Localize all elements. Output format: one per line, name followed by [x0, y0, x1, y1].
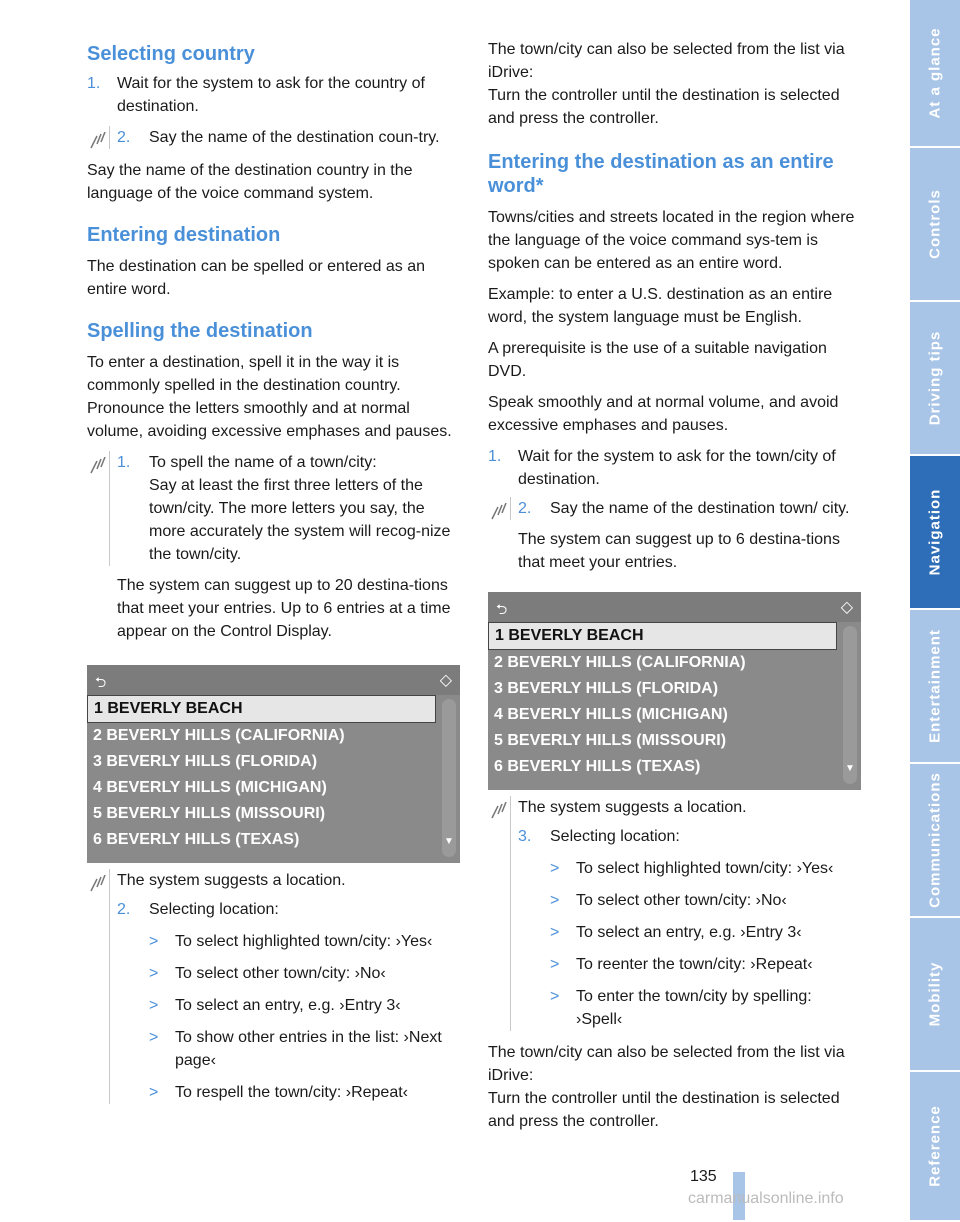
list-item-selected: 1 BEVERLY BEACH — [488, 622, 837, 650]
list-item: 2 BEVERLY HILLS (CALIFORNIA) — [494, 654, 746, 671]
tab-reference[interactable]: Reference — [910, 1072, 960, 1222]
option: > To select other town/city: ›No‹ — [149, 965, 386, 982]
voice-block — [488, 796, 860, 1031]
back-icon: ⮌ — [95, 674, 107, 690]
right-column — [488, 38, 860, 1133]
paragraph: Say the name of the destination country in the language of the voice command system. — [87, 162, 413, 202]
option: > To reenter the town/city: ›Repeat‹ — [550, 956, 813, 973]
tab-entertainment[interactable]: Entertainment — [910, 610, 960, 764]
control-display-screenshot — [87, 665, 460, 863]
paragraph: The town/city can also be selected from the list via iDrive: — [488, 41, 845, 81]
option: > To select highlighted town/city: ›Yes‹ — [149, 933, 433, 950]
step-1 — [87, 72, 459, 118]
suggest-text: The system suggests a location. — [518, 799, 747, 816]
suggest-text: The system suggests a location. — [117, 872, 346, 889]
option-list — [117, 930, 459, 1104]
list-item: 4 BEVERLY HILLS (MICHIGAN) — [494, 706, 728, 723]
paragraph: Speak smoothly and at normal volume, and avoid excessive emphases and pauses. — [488, 394, 839, 434]
paragraph: Turn the controller until the destination is selected and press the controller. — [488, 1090, 840, 1130]
list-item: 2 BEVERLY HILLS (CALIFORNIA) — [93, 727, 345, 744]
option: > To select an entry, e.g. ›Entry 3‹ — [550, 924, 802, 941]
option: > To enter the town/city by spelling: ›Spell‹ — [550, 988, 812, 1028]
list-item: 6 BEVERLY HILLS (TEXAS) — [494, 758, 701, 775]
heading-entire-word: Entering the destination as an entire word* — [488, 151, 834, 197]
paragraph: Turn the controller until the destination is selected and press the controller. — [488, 87, 840, 127]
option: > To show other entries in the list: ›Next page‹ — [149, 1029, 442, 1069]
step-2: 2. Say the name of the destination coun-try. — [117, 129, 440, 146]
voice-block — [87, 126, 459, 149]
controller-icon: ◇ — [439, 672, 452, 689]
voice-block — [488, 497, 860, 520]
left-column — [87, 38, 459, 1104]
list-item-selected: 1 BEVERLY BEACH — [87, 695, 436, 723]
voice-command-icon — [87, 875, 107, 893]
paragraph: To enter a destination, spell it in the way it is commonly spelled in the destination country. Pronounce the letters smoothly and at normal volume, avoiding excessive emphases and pauses. — [87, 354, 452, 440]
list-item: 5 BEVERLY HILLS (MISSOURI) — [93, 805, 326, 822]
tab-communications[interactable]: Communications — [910, 764, 960, 918]
paragraph: Example: to enter a U.S. destination as an entire word, the system language must be English. — [488, 286, 833, 326]
list-item: 6 BEVERLY HILLS (TEXAS) — [93, 831, 300, 848]
step-2: 2. Say the name of the destination town/ city. — [518, 500, 850, 517]
voice-block — [87, 869, 459, 1104]
voice-command-icon — [87, 132, 107, 150]
tab-controls[interactable]: Controls — [910, 148, 960, 302]
step-1: 1. Wait for the system to ask for the town/city of destination. — [488, 448, 836, 488]
scrollbar — [442, 699, 456, 857]
chapter-sidebar — [910, 0, 960, 1220]
scroll-down-icon: ▼ — [444, 836, 454, 847]
step-number: 1. — [87, 75, 101, 92]
back-icon: ⮌ — [496, 601, 508, 617]
voice-command-icon — [488, 503, 508, 521]
paragraph: The town/city can also be selected from the list via iDrive: — [488, 1044, 845, 1084]
step-1: 1. To spell the name of a town/city: Say at least the first three letters of the town/city. The more letters you say, the more accurately the system will recog-nize the town/city. — [117, 454, 451, 563]
list-item: 3 BEVERLY HILLS (FLORIDA) — [494, 680, 719, 697]
step-2: 2. Selecting location: — [117, 901, 279, 918]
option: > To select highlighted town/city: ›Yes‹ — [550, 860, 834, 877]
voice-command-icon — [488, 802, 508, 820]
page-number: 135 — [690, 1168, 717, 1185]
heading-spelling-destination: Spelling the destination — [87, 320, 313, 342]
tab-at-a-glance[interactable]: At a glance — [910, 0, 960, 148]
option: > To select other town/city: ›No‹ — [550, 892, 787, 909]
tab-driving-tips[interactable]: Driving tips — [910, 302, 960, 456]
heading-entering-destination: Entering destination — [87, 224, 281, 246]
paragraph: A prerequisite is the use of a suitable navigation DVD. — [488, 340, 827, 380]
list-item: 3 BEVERLY HILLS (FLORIDA) — [93, 753, 318, 770]
step-3: 3. Selecting location: — [518, 828, 680, 845]
list-item: 5 BEVERLY HILLS (MISSOURI) — [494, 732, 727, 749]
option: > To respell the town/city: ›Repeat‹ — [149, 1084, 408, 1101]
control-display-screenshot — [488, 592, 861, 790]
option: > To select an entry, e.g. ›Entry 3‹ — [149, 997, 401, 1014]
option-list — [518, 857, 860, 1031]
tab-navigation[interactable]: Navigation — [910, 456, 960, 610]
scrollbar — [843, 626, 857, 784]
paragraph: Towns/cities and streets located in the region where the language of the voice command sys-tem is spoken can be entered as an entire word. — [488, 209, 855, 272]
heading-selecting-country: Selecting country — [87, 43, 255, 65]
paragraph: The destination can be spelled or entered as an entire word. — [87, 258, 426, 298]
voice-block — [87, 451, 459, 566]
tab-mobility[interactable]: Mobility — [910, 918, 960, 1072]
note: The system can suggest up to 20 destina-tions that meet your entries. Up to 6 entries at a time appear on the Control Display. — [117, 577, 451, 640]
scroll-down-icon: ▼ — [845, 763, 855, 774]
note: The system can suggest up to 6 destina-tions that meet your entries. — [518, 531, 840, 571]
step-text: Wait for the system to ask for the country of destination. — [117, 75, 425, 115]
list-item: 4 BEVERLY HILLS (MICHIGAN) — [93, 779, 327, 796]
voice-command-icon — [87, 457, 107, 475]
watermark: carmanualsonline.info — [688, 1190, 844, 1207]
controller-icon: ◇ — [840, 599, 853, 616]
